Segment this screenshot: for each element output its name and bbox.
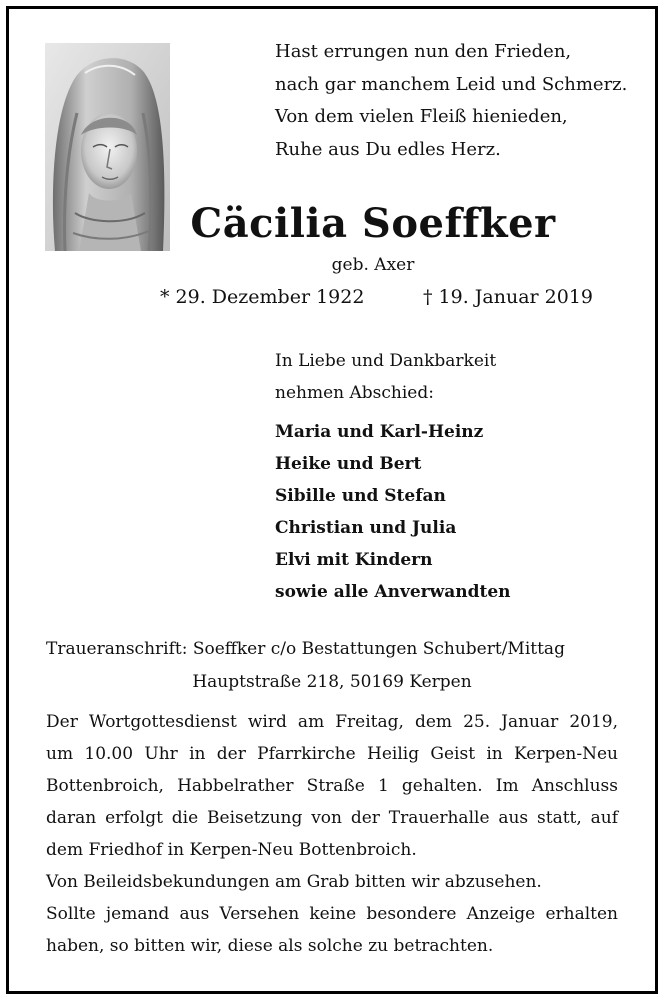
birth-date: * 29. Dezember 1922 [160,286,365,308]
mourner-item: Elvi mit Kindern [275,550,433,570]
poem-line: Von dem vielen Fleiß hienieden, [275,106,568,127]
death-date: † 19. Januar 2019 [423,286,594,308]
service-line: haben, so bitten wir, diese als solche zu betrachten. [46,936,494,956]
service-line: Der Wortgottesdienst wird am Freitag, dem 25. Januar 2019, [46,712,618,732]
poem-line: Ruhe aus Du edles Herz. [275,138,501,160]
farewell-line: In Liebe und Dankbarkeit [275,351,497,371]
service-line: Sollte jemand aus Versehen keine besondere Anzeige erhalten [46,904,618,924]
mourner-item: Heike und Bert [275,454,422,474]
memorial-poem [275,36,627,166]
mourners-list [275,416,511,608]
poem-line: nach gar manchem Leid und Schmerz. [275,73,628,95]
farewell-line: nehmen Abschied: [275,383,434,403]
service-line: daran erfolgt die Beisetzung von der Trauerhalle aus statt, auf [46,808,618,828]
mourner-item: Maria und Karl-Heinz [275,422,484,442]
mourner-item: sowie alle Anverwandten [275,582,511,602]
mourner-item: Sibille und Stefan [275,486,446,506]
service-line: Bottenbroich, Habbelrather Straße 1 gehalten. Im Anschluss [46,776,618,796]
service-line: Von Beileidsbekundungen am Grab bitten wir abzusehen. [46,872,542,892]
poem-line: Hast errungen nun den Frieden, [275,41,572,62]
mourning-address-street: Hauptstraße 218, 50169 Kerpen [192,672,472,692]
mourner-item: Christian und Julia [275,518,457,538]
service-line: dem Friedhof in Kerpen-Neu Bottenbroich. [46,840,417,860]
farewell-text [275,345,496,409]
mourning-address: Traueranschrift: Soeffker c/o Bestattungen Schubert/Mittag [46,639,565,659]
service-details [46,706,618,962]
service-line: um 10.00 Uhr in der Pfarrkirche Heilig Geist in Kerpen-Neu [46,744,618,764]
deceased-name: Cäcilia Soeffker [190,200,556,247]
maiden-name: geb. Axer [331,255,415,275]
